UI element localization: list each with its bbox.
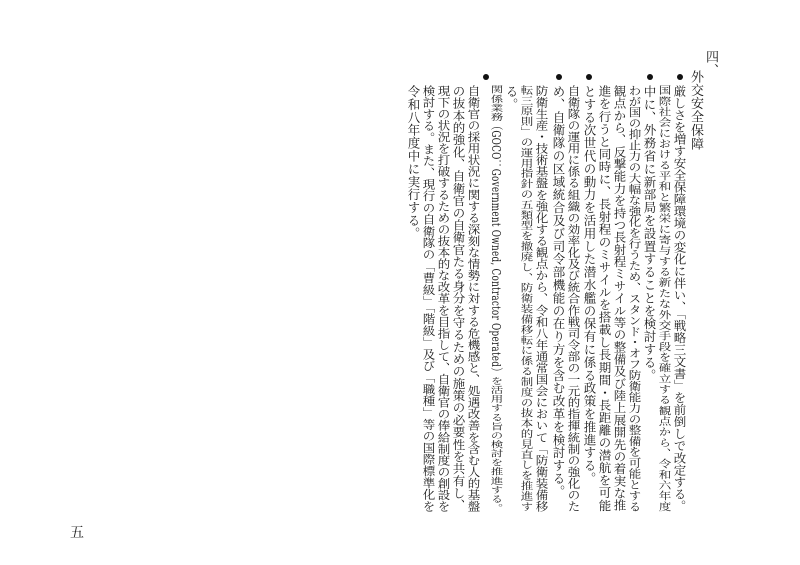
bullet-2-line-2: 観点から、反撃能力を持つ長射程ミサイル等の整備及び陸上展開先の着実な推 [612,85,627,512]
bullet-2-line-1: わが国の抑止力の大幅な強化を行うため、スタンド・オフ防衛能力の整備を可能とする [627,85,642,513]
bullet-marker [586,74,592,80]
bullet-4-line-3: る。 [504,85,519,111]
bullet-5-line-5: 令和八年度中に実行する。 [406,85,421,240]
bullet-marker [483,74,489,80]
bullet-4-line-1: 防衛生産・技術基盤を強化する観点から、令和八年通常国会において「防衛装備移 [534,85,549,513]
bullet-1-line-1: 厳しさを増す安全保障環境の変化に伴い、「戦略三文書」を前倒しで改定する。 [672,85,687,513]
bullet-1-line-2: 国際社会における平和と繁栄に寄与する新たな外交手段を確立する観点から、令和六年度 [657,85,672,512]
section-heading: 外交安全保障 [688,70,703,151]
bullet-5-line-2: の抜本的強化、自衛官の自衛官たる身分を守るための施策の必要性を共有し、 [451,85,466,512]
bullet-3-line-1: 自衛隊の運用に係る組織の効率化及び統合作戦司令部の一元的指揮統制の強化のた [566,85,581,513]
bullet-2-line-3: 進を行うと同時に、長射程のミサイルを搭載し長期間・長距離の潜航を可能 [597,85,612,512]
bullet-3-line-2: め、自衛隊の区域統合及び司令部機能の在り方を含む改革を検討する。 [551,85,566,498]
bullet-marker [677,74,683,80]
bullet-marker [647,74,653,80]
bullet-5-line-3: 現下の状況を打破するための抜本的な改革を目指して、自衛官の俸給制度の創設を [436,85,451,513]
bullet-5-line-1: 自衛官の採用状況に関する深刻な情勢に対する危機感と、処遇改善を含む人的基盤 [466,85,481,513]
bullet-5-line-4: 検討する。また、現行の自衛隊の「曹級」「階級」及び「職種」等の国際標準化を [421,85,436,513]
bullet-1-line-3: 中に、外務省に新部局を設置することを検討する。 [642,85,657,382]
bullet-2-line-4: とする次世代の動力を活用した潜水艦の保有に係る政策を推進する。 [582,85,597,485]
section-number: 四、 [703,50,718,77]
page-number: 五 [70,525,84,541]
bullet-marker [556,74,562,80]
bullet-4-line-4: 関係業務（GOCO：Government Owned, Contractor Operated）を活用する旨の検討を推進する。 [489,85,504,513]
bullet-4-line-2: 転三原則」の運用指針の五類型を撤廃し、防衛装備移転に係る制度の抜本的見直しを推進す [519,85,534,512]
